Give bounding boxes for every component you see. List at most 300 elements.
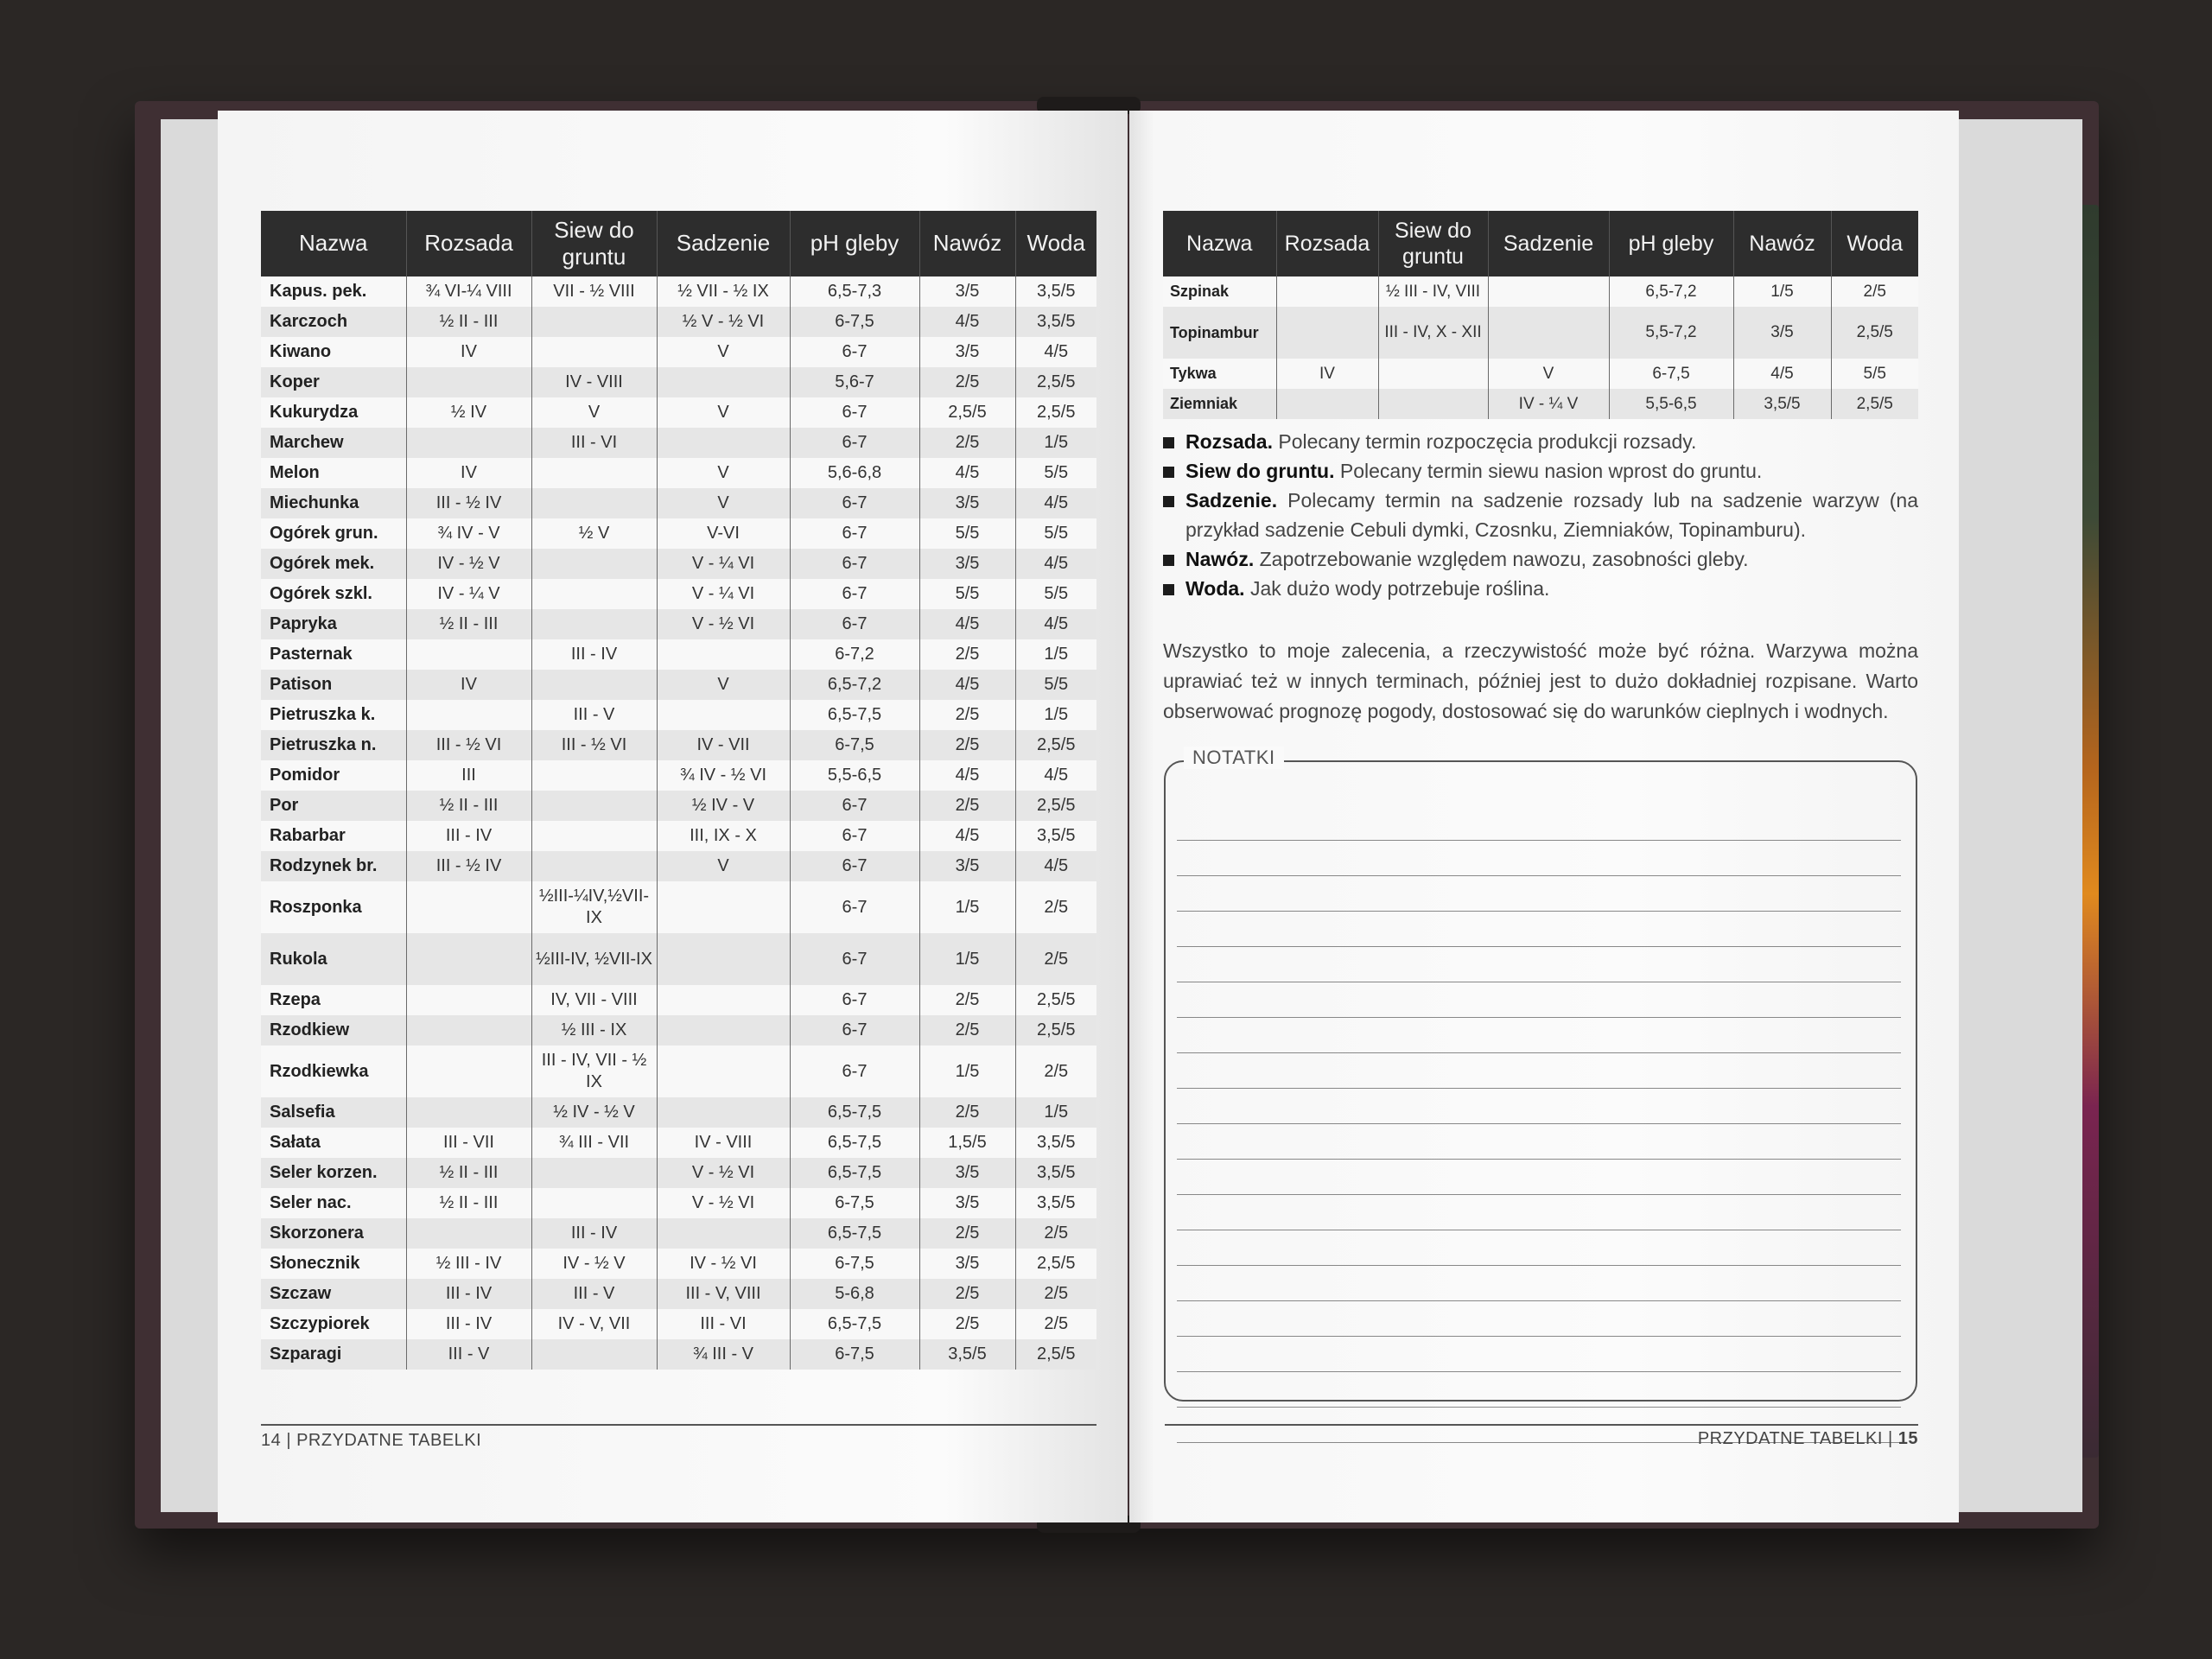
cell-woda: 2,5/5 [1015, 1249, 1096, 1279]
cell-siew: ½III-¼IV,½VII-IX [531, 881, 657, 933]
table-row [261, 760, 1096, 791]
cell-woda: 3,5/5 [1015, 276, 1096, 307]
cell-sadzenie [1488, 276, 1609, 307]
cell-rozsada [406, 367, 531, 397]
cell-ph: 5,6-7 [790, 367, 919, 397]
cell-name: Pasternak [261, 639, 406, 670]
cell-rozsada: III - ½ VI [406, 730, 531, 760]
cell-nawoz: 2/5 [919, 1218, 1015, 1249]
cell-rozsada: III - IV [406, 821, 531, 851]
cell-nawoz: 4/5 [919, 821, 1015, 851]
cell-ph: 6-7 [790, 791, 919, 821]
cell-siew: IV - ½ V [531, 1249, 657, 1279]
cell-siew: IV - V, VII [531, 1309, 657, 1339]
cell-nawoz: 2/5 [919, 1309, 1015, 1339]
cell-woda: 2,5/5 [1015, 1339, 1096, 1370]
footer-rule-left [261, 1424, 1096, 1426]
cell-ph: 6-7,5 [1609, 359, 1733, 389]
cell-nawoz: 5/5 [919, 579, 1015, 609]
cell-nawoz: 3/5 [919, 1249, 1015, 1279]
cell-ph: 6-7 [790, 397, 919, 428]
cell-sadzenie: V-VI [657, 518, 790, 549]
cell-siew [1378, 359, 1488, 389]
page-number-left: 14 [261, 1431, 282, 1450]
cell-name: Słonecznik [261, 1249, 406, 1279]
legend-description: Polecany termin rozpoczęcia produkcji rozsady. [1272, 430, 1697, 453]
cell-nawoz: 4/5 [919, 670, 1015, 700]
cell-nawoz: 2/5 [919, 730, 1015, 760]
cell-sadzenie: ½ VII - ½ IX [657, 276, 790, 307]
note-line [1177, 805, 1901, 841]
cell-sadzenie: ½ V - ½ VI [657, 307, 790, 337]
cell-ph: 6-7 [790, 337, 919, 367]
header-siew: Siew do gruntu [531, 211, 657, 276]
cell-ph: 6-7 [790, 488, 919, 518]
table-row [261, 1158, 1096, 1188]
note-line [1177, 1230, 1901, 1266]
table-row [261, 730, 1096, 760]
cell-nawoz: 4/5 [1733, 359, 1831, 389]
note-line [1177, 1018, 1901, 1053]
cell-siew: III - VI [531, 428, 657, 458]
cell-nawoz: 1/5 [919, 881, 1015, 933]
cell-ph: 5-6,8 [790, 1279, 919, 1309]
cell-woda: 1/5 [1015, 1097, 1096, 1128]
cell-siew: III - IV [531, 639, 657, 670]
header-name: Nazwa [261, 211, 406, 276]
table-row [261, 1339, 1096, 1370]
cell-woda: 2/5 [1015, 1046, 1096, 1097]
table-row [261, 518, 1096, 549]
cell-sadzenie [657, 428, 790, 458]
notes-lines [1177, 805, 1901, 1443]
cell-name: Seler nac. [261, 1188, 406, 1218]
cell-name: Marchew [261, 428, 406, 458]
table-row [261, 276, 1096, 307]
cell-nawoz: 1/5 [919, 933, 1015, 985]
table-row [261, 670, 1096, 700]
table-row [1163, 359, 1918, 389]
cell-nawoz: 3,5/5 [919, 1339, 1015, 1370]
cell-siew: III - IV, X - XII [1378, 307, 1488, 359]
legend-term: Siew do gruntu. [1185, 460, 1335, 482]
cell-woda: 3,5/5 [1015, 1188, 1096, 1218]
legend-item [1163, 456, 1918, 486]
cell-ph: 6-7,5 [790, 1339, 919, 1370]
note-line [1177, 841, 1901, 876]
note-line [1177, 1124, 1901, 1160]
cell-sadzenie: ¾ III - V [657, 1339, 790, 1370]
cell-woda: 2/5 [1015, 1218, 1096, 1249]
vegetable-table-left [261, 211, 1096, 1370]
cell-name: Ogórek szkl. [261, 579, 406, 609]
cell-rozsada [406, 933, 531, 985]
cell-ph: 6,5-7,2 [790, 670, 919, 700]
cell-name: Patison [261, 670, 406, 700]
cell-sadzenie [657, 985, 790, 1015]
note-line [1177, 1195, 1901, 1230]
cell-ph: 6,5-7,5 [790, 1097, 919, 1128]
table-row [261, 851, 1096, 881]
cell-rozsada [1276, 389, 1378, 419]
cell-ph: 6,5-7,5 [790, 1128, 919, 1158]
cell-woda: 2,5/5 [1015, 1015, 1096, 1046]
cell-sadzenie: IV - ¼ V [1488, 389, 1609, 419]
square-bullet-icon [1163, 437, 1174, 448]
cell-woda: 2,5/5 [1015, 367, 1096, 397]
cell-rozsada: ¾ VI-¼ VIII [406, 276, 531, 307]
table-row [261, 821, 1096, 851]
cell-nawoz: 1/5 [919, 1046, 1015, 1097]
cell-rozsada: ½ II - III [406, 609, 531, 639]
cell-woda: 2,5/5 [1831, 389, 1918, 419]
cell-nawoz: 3,5/5 [1733, 389, 1831, 419]
cell-nawoz: 2/5 [919, 791, 1015, 821]
header-rozsada: Rozsada [406, 211, 531, 276]
cell-name: Rodzynek br. [261, 851, 406, 881]
cell-ph: 6-7 [790, 518, 919, 549]
table-row [261, 1309, 1096, 1339]
cell-nawoz: 2/5 [919, 1097, 1015, 1128]
cell-ph: 6-7,5 [790, 730, 919, 760]
table-row [261, 609, 1096, 639]
cell-siew: ½ IV - ½ V [531, 1097, 657, 1128]
table-row [261, 881, 1096, 933]
cell-ph: 6-7,5 [790, 1188, 919, 1218]
cell-siew: V [531, 397, 657, 428]
footer-separator: | [1887, 1429, 1893, 1448]
cell-ph: 5,5-7,2 [1609, 307, 1733, 359]
table-row [261, 458, 1096, 488]
cell-name: Ogórek grun. [261, 518, 406, 549]
cell-nawoz: 3/5 [919, 549, 1015, 579]
cell-siew [1378, 389, 1488, 419]
cell-sadzenie [657, 700, 790, 730]
cell-rozsada: III [406, 760, 531, 791]
table-row [261, 488, 1096, 518]
cell-ph: 6-7 [790, 609, 919, 639]
cell-rozsada: ½ II - III [406, 791, 531, 821]
cell-sadzenie [657, 367, 790, 397]
cell-siew [531, 549, 657, 579]
cell-ph: 6,5-7,5 [790, 1309, 919, 1339]
cell-woda: 5/5 [1015, 518, 1096, 549]
cell-rozsada [1276, 276, 1378, 307]
vegetable-table-right [1163, 211, 1918, 419]
cell-sadzenie: V [657, 670, 790, 700]
table-row [261, 1188, 1096, 1218]
cell-name: Tykwa [1163, 359, 1276, 389]
cell-rozsada: IV - ½ V [406, 549, 531, 579]
cell-rozsada [406, 639, 531, 670]
cell-siew [531, 488, 657, 518]
cell-ph: 6,5-7,5 [790, 1158, 919, 1188]
cell-rozsada: III - ½ IV [406, 488, 531, 518]
cell-woda: 2,5/5 [1015, 730, 1096, 760]
page-edges-left [161, 119, 221, 1512]
table-row [261, 1249, 1096, 1279]
legend-item [1163, 544, 1918, 574]
table-row [261, 428, 1096, 458]
header-woda: Woda [1015, 211, 1096, 276]
table-row [1163, 389, 1918, 419]
cell-rozsada: III - IV [406, 1309, 531, 1339]
cell-nawoz: 2/5 [919, 367, 1015, 397]
cell-rozsada: IV [406, 458, 531, 488]
cell-siew: IV - VIII [531, 367, 657, 397]
table-row [261, 367, 1096, 397]
page-number-right: 15 [1897, 1429, 1918, 1448]
cell-name: Salsefia [261, 1097, 406, 1128]
cell-name: Szpinak [1163, 276, 1276, 307]
cell-woda: 1/5 [1015, 700, 1096, 730]
cell-name: Rzepa [261, 985, 406, 1015]
cell-nawoz: 4/5 [919, 609, 1015, 639]
cell-sadzenie [657, 1046, 790, 1097]
note-line [1177, 1301, 1901, 1337]
header-nawoz: Nawóz [919, 211, 1015, 276]
cell-sadzenie [657, 933, 790, 985]
cell-woda: 1/5 [1015, 639, 1096, 670]
cell-name: Melon [261, 458, 406, 488]
table-row [261, 1097, 1096, 1128]
cell-name: Sałata [261, 1128, 406, 1158]
cell-nawoz: 3/5 [1733, 307, 1831, 359]
header-siew: Siew do gruntu [1378, 211, 1488, 276]
cell-ph: 6,5-7,3 [790, 276, 919, 307]
cell-nawoz: 2/5 [919, 639, 1015, 670]
cell-sadzenie [657, 881, 790, 933]
legend-term: Rozsada. [1185, 430, 1273, 453]
table-row [261, 397, 1096, 428]
cell-sadzenie: V [657, 851, 790, 881]
cell-rozsada: III - IV [406, 1279, 531, 1309]
cell-siew [531, 609, 657, 639]
header-ph: pH gleby [1609, 211, 1733, 276]
note-line [1177, 1372, 1901, 1408]
cell-siew [531, 1188, 657, 1218]
cell-siew: III - ½ VI [531, 730, 657, 760]
cell-woda: 2/5 [1015, 1309, 1096, 1339]
legend-item [1163, 427, 1918, 456]
cell-ph: 6-7 [790, 549, 919, 579]
page-edges-right [1957, 119, 2082, 1512]
footer-separator: | [286, 1431, 292, 1450]
cell-rozsada: III - V [406, 1339, 531, 1370]
cell-sadzenie [657, 1015, 790, 1046]
cell-sadzenie: IV - ½ VI [657, 1249, 790, 1279]
note-line [1177, 1053, 1901, 1089]
cell-name: Rzodkiew [261, 1015, 406, 1046]
table-row [261, 639, 1096, 670]
cell-woda: 4/5 [1015, 851, 1096, 881]
cell-sadzenie: ½ IV - V [657, 791, 790, 821]
note-line [1177, 1266, 1901, 1301]
cell-rozsada: IV - ¼ V [406, 579, 531, 609]
legend-list [1163, 427, 1918, 603]
cell-rozsada: IV [406, 670, 531, 700]
cell-sadzenie: V - ½ VI [657, 609, 790, 639]
cell-name: Ziemniak [1163, 389, 1276, 419]
notes-title: NOTATKI [1184, 747, 1284, 769]
cell-name: Miechunka [261, 488, 406, 518]
footer-left [261, 1431, 481, 1451]
cell-nawoz: 2/5 [919, 1015, 1015, 1046]
cell-siew [531, 851, 657, 881]
cell-siew [531, 1339, 657, 1370]
header-sadzenie: Sadzenie [657, 211, 790, 276]
table-row [261, 337, 1096, 367]
legend-item [1163, 574, 1918, 603]
cell-siew [531, 821, 657, 851]
cell-ph: 6,5-7,5 [790, 700, 919, 730]
legend-item [1163, 486, 1918, 544]
cell-sadzenie: V [657, 397, 790, 428]
cell-nawoz: 3/5 [919, 1188, 1015, 1218]
cell-nawoz: 2,5/5 [919, 397, 1015, 428]
table-row [261, 549, 1096, 579]
legend-description: Polecamy termin na sadzenie rozsady lub na sadzenie warzyw (na przykład sadzenie Cebuli dymki, Czosnku, Ziemniaków, Topinamburu). [1185, 489, 1918, 541]
cell-woda: 2/5 [1015, 1279, 1096, 1309]
cell-woda: 4/5 [1015, 337, 1096, 367]
header-name: Nazwa [1163, 211, 1276, 276]
cell-woda: 2/5 [1015, 933, 1096, 985]
cell-name: Roszponka [261, 881, 406, 933]
note-line [1177, 947, 1901, 982]
cell-woda: 3,5/5 [1015, 1128, 1096, 1158]
table-row [261, 933, 1096, 985]
cell-siew: ½ V [531, 518, 657, 549]
cell-sadzenie: III - VI [657, 1309, 790, 1339]
header-ph: pH gleby [790, 211, 919, 276]
cell-nawoz: 1/5 [1733, 276, 1831, 307]
cell-ph: 6-7 [790, 579, 919, 609]
cell-name: Seler korzen. [261, 1158, 406, 1188]
cell-ph: 6-7 [790, 428, 919, 458]
footer-rule-right [1165, 1424, 1918, 1426]
cell-nawoz: 2/5 [919, 1279, 1015, 1309]
cell-siew: ¾ III - VII [531, 1128, 657, 1158]
table-row [1163, 276, 1918, 307]
cell-name: Kapus. pek. [261, 276, 406, 307]
cell-name: Szczypiorek [261, 1309, 406, 1339]
cell-sadzenie: V - ¼ VI [657, 549, 790, 579]
cell-ph: 6,5-7,5 [790, 1218, 919, 1249]
cell-name: Rabarbar [261, 821, 406, 851]
square-bullet-icon [1163, 555, 1174, 566]
cell-nawoz: 1,5/5 [919, 1128, 1015, 1158]
cell-siew: III - IV [531, 1218, 657, 1249]
cell-woda: 2,5/5 [1015, 985, 1096, 1015]
cell-rozsada: ½ II - III [406, 1158, 531, 1188]
cell-name: Kukurydza [261, 397, 406, 428]
cell-siew [531, 307, 657, 337]
cell-ph: 5,5-6,5 [1609, 389, 1733, 419]
cell-siew [531, 791, 657, 821]
cell-siew: IV, VII - VIII [531, 985, 657, 1015]
cell-woda: 5/5 [1831, 359, 1918, 389]
cell-sadzenie: V - ½ VI [657, 1188, 790, 1218]
legend-term: Woda. [1185, 577, 1245, 600]
legend-term: Nawóz. [1185, 548, 1255, 570]
cell-woda: 2/5 [1015, 881, 1096, 933]
footer-section-title: PRZYDATNE TABELKI [296, 1431, 482, 1450]
cell-nawoz: 2/5 [919, 700, 1015, 730]
cell-name: Szczaw [261, 1279, 406, 1309]
cell-woda: 1/5 [1015, 428, 1096, 458]
cell-nawoz: 4/5 [919, 760, 1015, 791]
cell-ph: 6-7 [790, 1015, 919, 1046]
cell-sadzenie: V [657, 458, 790, 488]
square-bullet-icon [1163, 467, 1174, 478]
cell-name: Karczoch [261, 307, 406, 337]
cell-nawoz: 3/5 [919, 1158, 1015, 1188]
cell-nawoz: 3/5 [919, 851, 1015, 881]
cell-woda: 4/5 [1015, 609, 1096, 639]
cell-name: Rzodkiewka [261, 1046, 406, 1097]
cell-nawoz: 2/5 [919, 985, 1015, 1015]
header-rozsada: Rozsada [1276, 211, 1378, 276]
cell-ph: 6-7 [790, 851, 919, 881]
cell-name: Szparagi [261, 1339, 406, 1370]
header-sadzenie: Sadzenie [1488, 211, 1609, 276]
cell-rozsada: ½ II - III [406, 307, 531, 337]
cell-nawoz: 3/5 [919, 337, 1015, 367]
note-line [1177, 912, 1901, 947]
footer-section-title: PRZYDATNE TABELKI [1697, 1429, 1883, 1448]
cell-sadzenie [657, 639, 790, 670]
cell-rozsada [406, 428, 531, 458]
cell-rozsada [1276, 307, 1378, 359]
cell-siew: III - V [531, 700, 657, 730]
cell-ph: 6-7,2 [790, 639, 919, 670]
table-row [261, 700, 1096, 730]
cell-ph: 5,5-6,5 [790, 760, 919, 791]
cell-siew [531, 1158, 657, 1188]
cell-name: Skorzonera [261, 1218, 406, 1249]
legend-description: Polecany termin siewu nasion wprost do gruntu. [1334, 460, 1763, 482]
table-row [261, 1046, 1096, 1097]
cell-siew: VII - ½ VIII [531, 276, 657, 307]
cell-siew: III - V [531, 1279, 657, 1309]
cell-name: Por [261, 791, 406, 821]
cell-woda: 3,5/5 [1015, 307, 1096, 337]
cell-name: Ogórek mek. [261, 549, 406, 579]
table-row [1163, 307, 1918, 359]
note-line [1177, 982, 1901, 1018]
cell-nawoz: 3/5 [919, 488, 1015, 518]
table-row [261, 985, 1096, 1015]
header-woda: Woda [1831, 211, 1918, 276]
cell-siew [531, 760, 657, 791]
cell-nawoz: 5/5 [919, 518, 1015, 549]
cell-sadzenie [657, 1097, 790, 1128]
cell-rozsada: III - ½ IV [406, 851, 531, 881]
cell-siew: ½ III - IX [531, 1015, 657, 1046]
cell-woda: 3,5/5 [1015, 1158, 1096, 1188]
legend-description: Jak dużo wody potrzebuje roślina. [1244, 577, 1550, 600]
header-nawoz: Nawóz [1733, 211, 1831, 276]
cell-sadzenie: III, IX - X [657, 821, 790, 851]
cell-rozsada: ½ III - IV [406, 1249, 531, 1279]
cell-sadzenie: V - ½ VI [657, 1158, 790, 1188]
cell-rozsada [406, 1218, 531, 1249]
cell-woda: 5/5 [1015, 670, 1096, 700]
cell-ph: 6-7 [790, 881, 919, 933]
cell-sadzenie: V [657, 337, 790, 367]
cell-nawoz: 3/5 [919, 276, 1015, 307]
cell-woda: 2,5/5 [1831, 307, 1918, 359]
